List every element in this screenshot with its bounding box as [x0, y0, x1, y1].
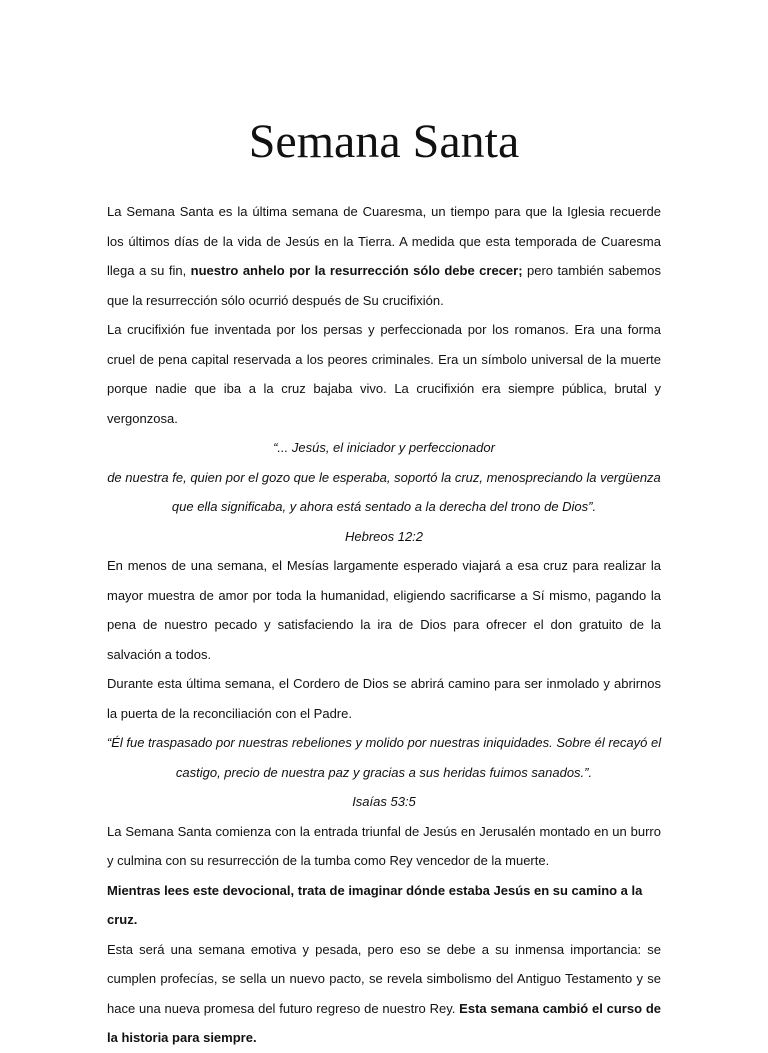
paragraph-emotional-week [107, 935, 661, 1053]
paragraph-devotional-bold [107, 876, 661, 935]
quote-hebrews-line-3: que ella significaba, y ahora está sentado a la derecha del trono de Dios”. [171, 499, 597, 514]
devotional-bold-text: Mientras lees este devocional, trata de imaginar dónde estaba Jesús en su camino a la cruz. [107, 882, 643, 927]
quote-isaiah-line-2: castigo, precio de nuestra paz y gracias a sus heridas fuimos sanados.”. [175, 764, 593, 780]
paragraph-intro-text-a: La Semana Santa es la última semana de Cuaresma, un tiempo para que la Iglesia recuerde los últimos días de la vida de Jesús en la Tierra. A medida que esta temporada de Cuaresma llega a su fin, [107, 204, 661, 278]
paragraph-intro-text-b: pero también sabemos que la resurrección sólo ocurrió después de Su crucifixión. [107, 263, 661, 308]
document-body [107, 197, 661, 1053]
paragraph-lamb: Durante esta última semana, el Cordero de Dios se abrirá camino para ser inmolado y abrirnos la puerta de la reconciliación con el Padre. [107, 676, 661, 721]
paragraph-holy-week: La Semana Santa comienza con la entrada triunfal de Jesús en Jerusalén montado en un burro y culmina con su resurrección de la tumba como Rey vencedor de la muerte. [107, 823, 661, 868]
paragraph-intro-bold: nuestro anhelo por la resurrección sólo debe crecer; [190, 263, 523, 278]
paragraph-emotional-week-text: Esta será una semana emotiva y pesada, pero eso se debe a su inmensa importancia: se cumplen profecías, se sella un nuevo pacto, se revela simbolismo del Antiguo Testamento y se hace una nueva promesa del futuro regreso de nuestro Rey. [107, 941, 661, 1016]
document-title: Semana Santa [248, 115, 520, 168]
quote-isaiah-line-1: “Él fue traspasado por nuestras rebeliones y molido por nuestras iniquidades. Sobre él recayó el [106, 735, 662, 750]
quote-hebrews-reference: Hebreos 12:2 [344, 528, 424, 544]
paragraph-intro [107, 197, 661, 315]
quote-isaiah-reference: Isaías 53:5 [352, 794, 416, 809]
paragraph-crucifixion: La crucifixión fue inventada por los persas y perfeccionada por los romanos. Era una forma cruel de pena capital reservada a los peores criminales. Era un símbolo universal de la muerte porque nadie que iba a la cruz bajaba vivo. La crucifixión era siempre pública, brutal y vergonzosa. [107, 322, 661, 426]
quote-hebrews-line-1: “... Jesús, el iniciador y perfeccionador [273, 440, 495, 455]
paragraph-emotional-week-bold: Esta semana cambió el curso de la historia para siempre. [107, 1000, 661, 1045]
quote-hebrews-line-2: de nuestra fe, quien por el gozo que le esperaba, soportó la cruz, menospreciando la vergüenza [107, 469, 661, 485]
paragraph-messiah: En menos de una semana, el Mesías largamente esperado viajará a esa cruz para realizar la mayor muestra de amor por toda la humanidad, eligiendo sacrificarse a Sí mismo, pagando la pena de nuestro pecado y satisfaciendo la ira de Dios para ofrecer el don gratuito de la salvación a todos. [107, 558, 661, 662]
